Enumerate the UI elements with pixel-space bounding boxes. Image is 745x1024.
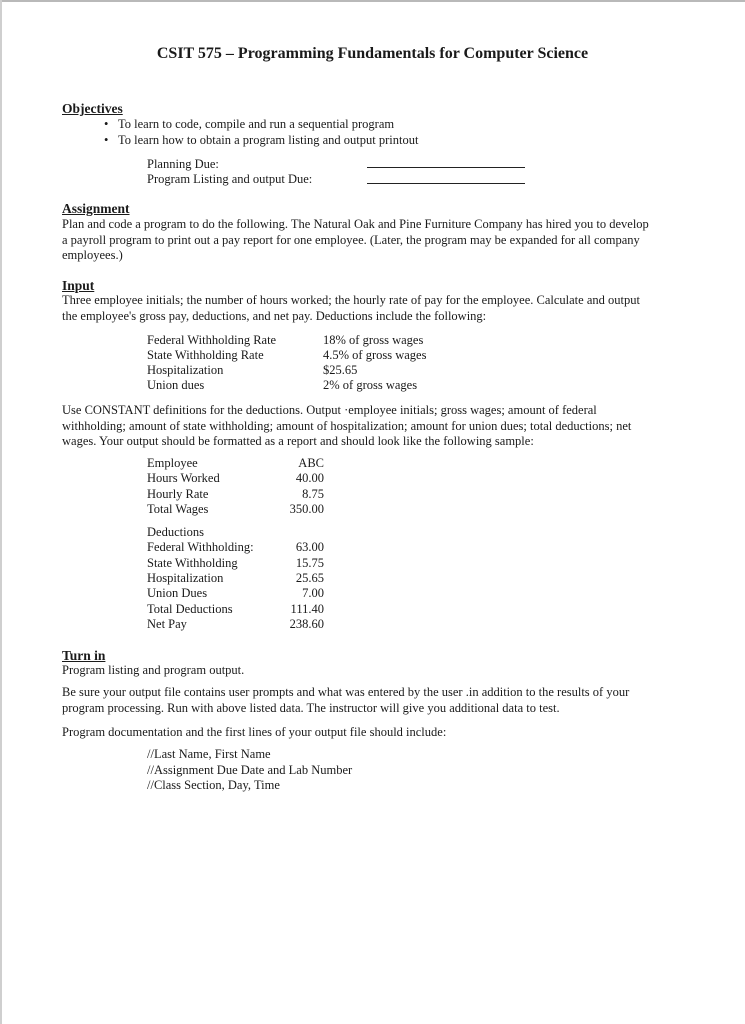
rate-label-state: State Withholding Rate bbox=[147, 348, 264, 362]
sample-value-hospitalization: 25.65 bbox=[295, 571, 324, 585]
listing-due-label: Program Listing and output Due: bbox=[147, 172, 313, 186]
sample-label-total-wages: Total Wages bbox=[147, 502, 209, 516]
sample-value-net-pay: 238.60 bbox=[289, 617, 324, 631]
turn-in-para-line-1: Be sure your output file contains user prompts and what was entered by the user .in addition to the results of your bbox=[62, 685, 630, 699]
sample-value-hours: 40.00 bbox=[295, 471, 324, 485]
document-title: CSIT 575 – Programming Fundamentals for Computer Science bbox=[156, 45, 589, 62]
sample-label-federal: Federal Withholding: bbox=[147, 540, 254, 554]
objective-bullet-2: • To learn how to obtain a program listing and output printout bbox=[118, 133, 418, 148]
rate-value-hospitalization: $25.65 bbox=[323, 363, 358, 377]
constant-line-3: wages. Your output should be formatted as a report and should look like the following sample: bbox=[62, 434, 534, 448]
rate-label-hospitalization: Hospitalization bbox=[147, 363, 224, 377]
comment-line-3: //Class Section, Day, Time bbox=[147, 778, 280, 792]
sample-value-total-deductions: 111.40 bbox=[290, 602, 324, 616]
turn-in-heading: Turn in bbox=[62, 648, 106, 663]
sample-value-state: 15.75 bbox=[295, 556, 324, 570]
scan-edge-left bbox=[0, 0, 2, 1024]
comment-line-1: //Last Name, First Name bbox=[147, 747, 271, 761]
sample-deductions-heading: Deductions bbox=[147, 525, 204, 539]
assignment-line-3: employees.) bbox=[62, 248, 123, 262]
input-line-1: Three employee initials; the number of hours worked; the hourly rate of pay for the employee. Calculate and output bbox=[62, 293, 640, 307]
assignment-heading: Assignment bbox=[62, 201, 130, 216]
objectives-heading: Objectives bbox=[62, 101, 123, 116]
sample-label-employee: Employee bbox=[147, 456, 198, 470]
sample-label-net-pay: Net Pay bbox=[147, 617, 187, 631]
rate-value-union: 2% of gross wages bbox=[323, 378, 418, 392]
rate-value-federal: 18% of gross wages bbox=[323, 333, 424, 347]
sample-label-total-deductions: Total Deductions bbox=[147, 602, 233, 616]
sample-value-total-wages: 350.00 bbox=[289, 502, 324, 516]
assignment-line-2: a payroll program to print out a pay report for one employee. (Later, the program may be expanded for all company bbox=[62, 233, 640, 247]
constant-line-2: withholding; amount of state withholding; amount of hospitalization; amount for union dues; total deductions; net bbox=[62, 419, 632, 433]
planning-due-label: Planning Due: bbox=[147, 157, 219, 171]
input-line-2: the employee's gross pay, deductions, and net pay. Deductions include the following: bbox=[62, 309, 487, 323]
turn-in-para-line-2: program processing. Run with above listed data. The instructor will give you additional data to test. bbox=[62, 701, 560, 715]
turn-in-line-3: Program documentation and the first lines of your output file should include: bbox=[62, 725, 447, 739]
rate-label-federal: Federal Withholding Rate bbox=[147, 333, 277, 347]
sample-label-hospitalization: Hospitalization bbox=[147, 571, 224, 585]
sample-label-hours: Hours Worked bbox=[147, 471, 220, 485]
rate-value-state: 4.5% of gross wages bbox=[323, 348, 427, 362]
sample-value-union: 7.00 bbox=[302, 586, 324, 600]
sample-label-rate: Hourly Rate bbox=[147, 487, 209, 501]
constant-line-1: Use CONSTANT definitions for the deductions. Output ·employee initials; gross wages; amount of federal bbox=[62, 403, 597, 417]
turn-in-line-1: Program listing and program output. bbox=[62, 663, 245, 677]
sample-label-state: State Withholding bbox=[147, 556, 238, 570]
assignment-line-1: Plan and code a program to do the following. The Natural Oak and Pine Furniture Company has hired you to develop bbox=[62, 217, 649, 231]
listing-due-blank bbox=[367, 183, 525, 184]
sample-value-rate: 8.75 bbox=[302, 487, 324, 501]
input-heading: Input bbox=[62, 278, 95, 293]
objective-bullet-1: • To learn to code, compile and run a sequential program bbox=[118, 117, 394, 132]
rate-label-union: Union dues bbox=[147, 378, 205, 392]
scan-edge-top bbox=[0, 0, 745, 2]
comment-line-2: //Assignment Due Date and Lab Number bbox=[147, 763, 353, 777]
planning-due-blank bbox=[367, 167, 525, 168]
sample-label-union: Union Dues bbox=[147, 586, 208, 600]
sample-value-employee: ABC bbox=[298, 456, 324, 470]
sample-value-federal: 63.00 bbox=[295, 540, 324, 554]
